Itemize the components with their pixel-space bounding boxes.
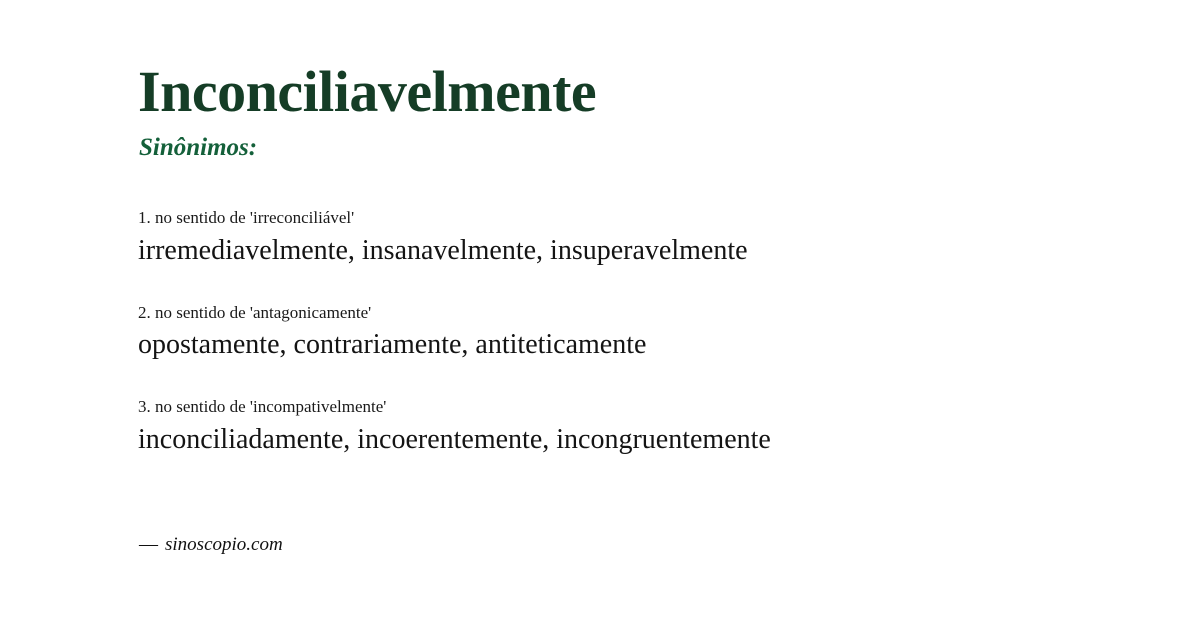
sense-synonyms: irremediavelmente, insanavelmente, insuperavelmente — [138, 234, 748, 266]
page-title: Inconciliavelmente — [138, 59, 597, 124]
sense-label — [138, 301, 1118, 325]
sense-label — [138, 206, 1118, 230]
sense-description: no sentido de 'irreconciliável' — [155, 208, 355, 227]
source-label: sinoscopio.com — [165, 534, 283, 555]
source-attribution — [139, 534, 283, 556]
list-item — [138, 301, 1118, 365]
sense-label — [138, 395, 1118, 419]
sense-synonyms: inconciliadamente, incoerentemente, incongruentemente — [138, 423, 771, 455]
sense-description: no sentido de 'antagonicamente' — [155, 302, 372, 322]
sense-number: 1. — [138, 208, 151, 227]
em-dash-glyph: — — [139, 534, 158, 555]
sense-number: 3. — [138, 397, 151, 417]
list-item — [138, 395, 1118, 459]
sense-synonyms: opostamente, contrariamente, antiteticamente — [138, 329, 647, 361]
list-item — [138, 206, 1118, 270]
sense-number: 2. — [138, 302, 151, 322]
section-subtitle: Sinônimos: — [139, 134, 258, 161]
sense-description: no sentido de 'incompativelmente' — [155, 397, 387, 417]
synonym-sense-list — [138, 206, 1118, 459]
